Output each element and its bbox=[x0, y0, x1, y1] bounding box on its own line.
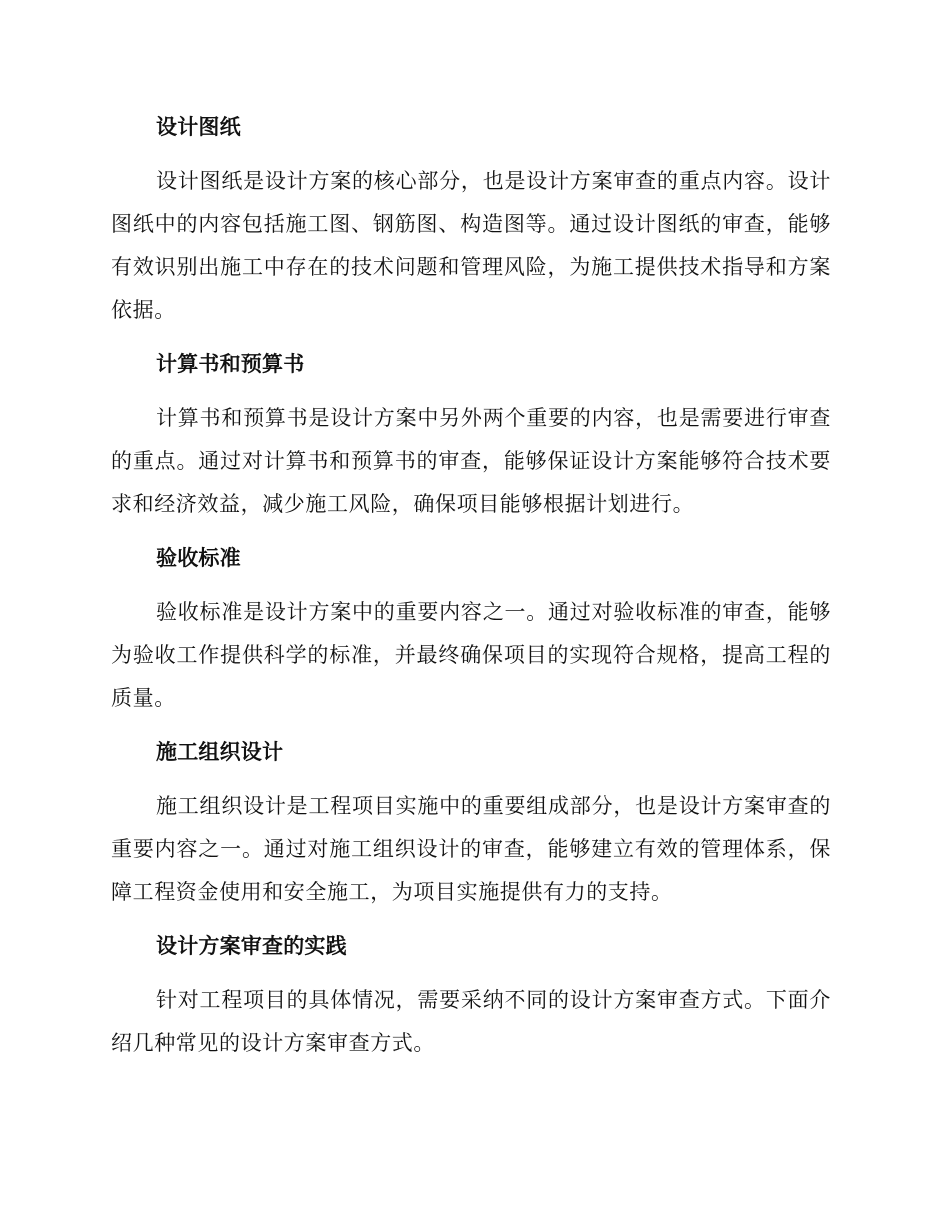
section-heading: 计算书和预算书 bbox=[156, 352, 305, 376]
section-paragraph: 计算书和预算书是设计方案中另外两个重要的内容，也是需要进行审查的重点。通过对计算书和预算书的审查，能够保证设计方案能够符合技术要求和经济效益，减少施工风险，确保项目能够根据计划进行。 bbox=[111, 406, 831, 516]
section-paragraph: 验收标准是设计方案中的重要内容之一。通过对验收标准的审查，能够为验收工作提供科学的标准，并最终确保项目的实现符合规格，提高工程的质量。 bbox=[111, 600, 831, 710]
section-construction-organization bbox=[111, 731, 831, 914]
section-calculation-budget bbox=[111, 343, 831, 526]
section-heading: 施工组织设计 bbox=[156, 740, 284, 764]
section-heading: 设计图纸 bbox=[156, 115, 241, 139]
section-design-drawings bbox=[111, 106, 831, 332]
section-heading: 设计方案审查的实践 bbox=[156, 934, 347, 958]
section-paragraph: 设计图纸是设计方案的核心部分，也是设计方案审查的重点内容。设计图纸中的内容包括施工图、钢筋图、构造图等。通过设计图纸的审查，能够有效识别出施工中存在的技术问题和管理风险，为施工提供技术指导和方案依据。 bbox=[111, 169, 831, 322]
section-paragraph: 针对工程项目的具体情况，需要采纳不同的设计方案审查方式。下面介绍几种常见的设计方案审查方式。 bbox=[111, 988, 831, 1055]
document-page bbox=[111, 106, 831, 1076]
section-acceptance-standards bbox=[111, 537, 831, 720]
section-review-practice bbox=[111, 925, 831, 1065]
section-heading: 验收标准 bbox=[156, 546, 241, 570]
section-paragraph: 施工组织设计是工程项目实施中的重要组成部分，也是设计方案审查的重要内容之一。通过对施工组织设计的审查，能够建立有效的管理体系，保障工程资金使用和安全施工，为项目实施提供有力的支持。 bbox=[111, 794, 831, 904]
